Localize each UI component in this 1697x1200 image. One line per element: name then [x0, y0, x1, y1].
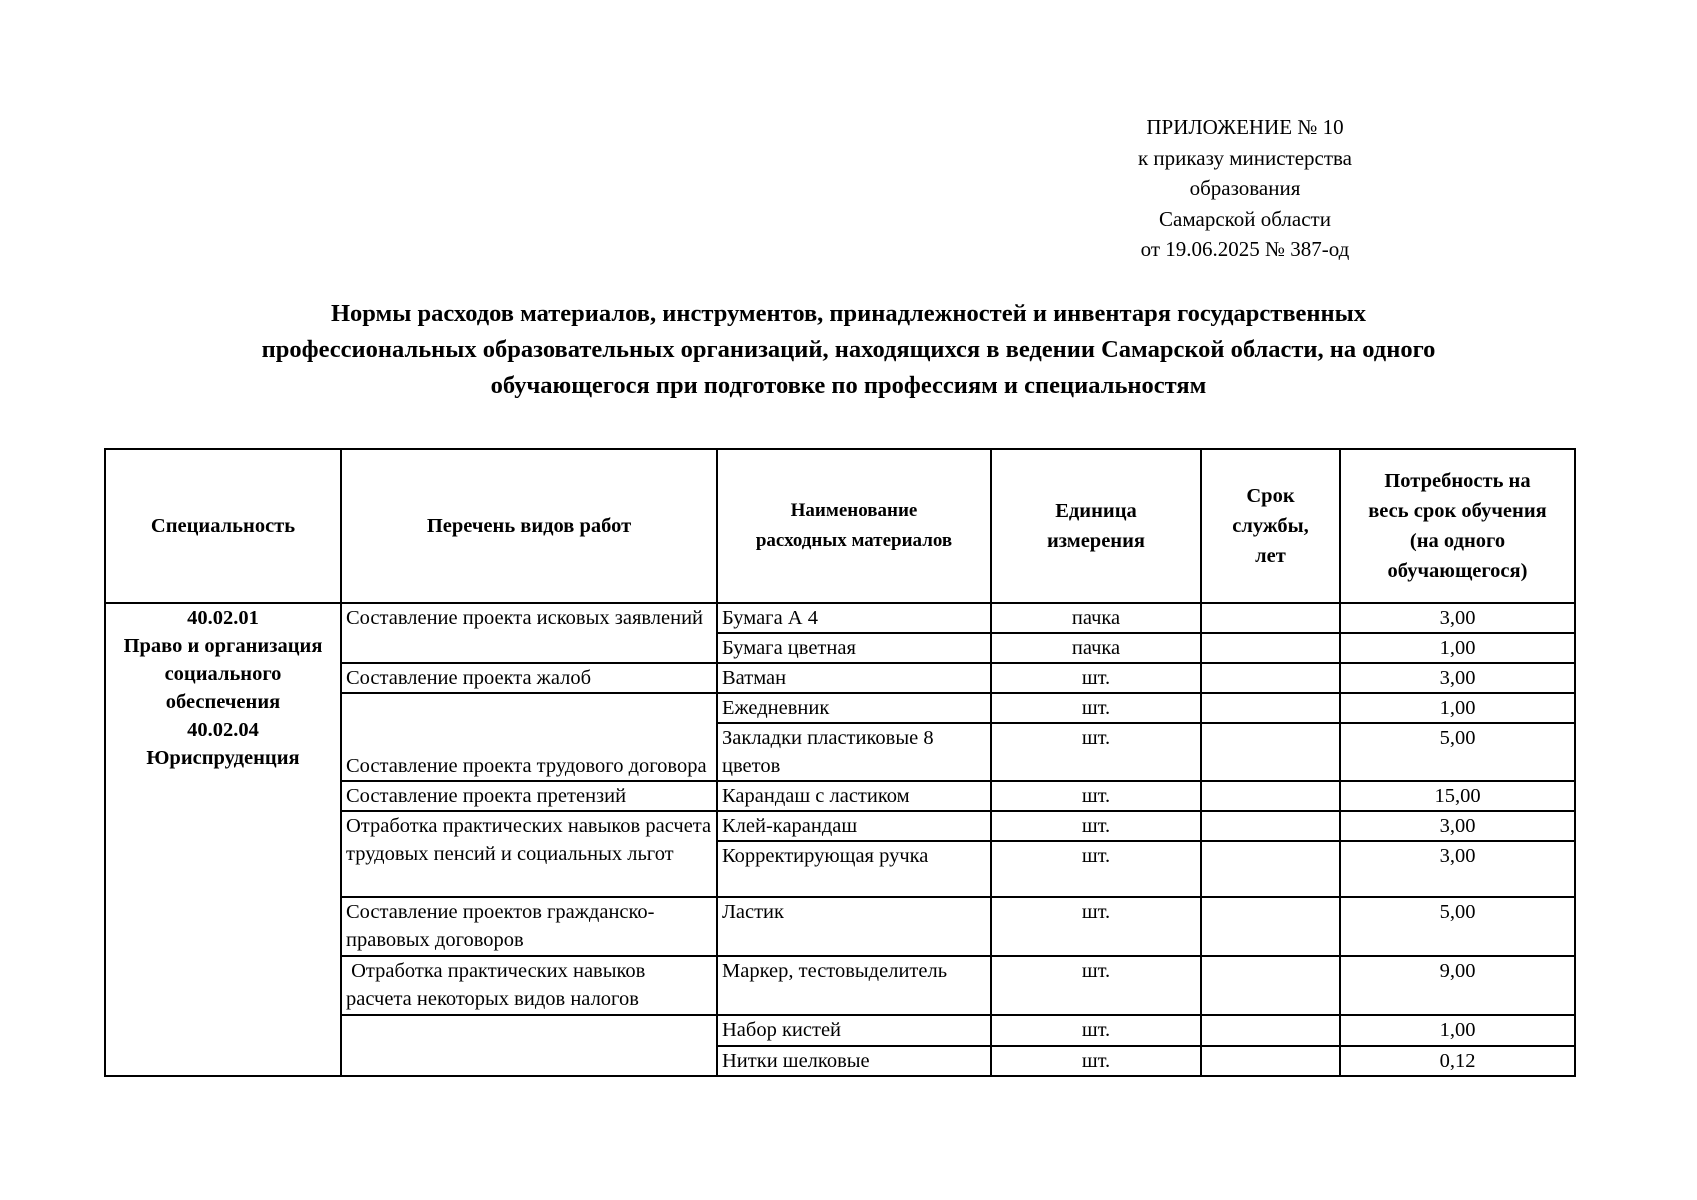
table-row	[105, 603, 1575, 633]
specialty-line: Право и организация	[123, 635, 323, 657]
need-cell: 5,00	[1340, 897, 1575, 956]
header-materials-line: расходных материалов	[755, 530, 953, 551]
material-cell: Ежедневник	[717, 693, 991, 723]
material-cell: Маркер, тестовыделитель	[717, 956, 991, 1015]
title-line: обучающегося при подготовке по профессиям и специальностям	[490, 372, 1207, 399]
unit-cell: шт.	[991, 723, 1201, 781]
title-line: Нормы расходов материалов, инструментов, принадлежностей и инвентаря государственных	[330, 300, 1367, 327]
appendix-line: от 19.06.2025 № 387-од	[1140, 237, 1350, 261]
unit-cell: шт.	[991, 781, 1201, 811]
header-need	[1340, 449, 1575, 603]
service-life-cell	[1201, 603, 1340, 633]
specialty-line: обеспечения	[165, 691, 281, 713]
header-unit-line: Единица	[1055, 500, 1137, 522]
service-life-cell	[1201, 723, 1340, 781]
header-need-line: (на одного	[1409, 530, 1506, 552]
header-unit-line: измерения	[1046, 530, 1146, 552]
header-need-line: обучающегося)	[1387, 560, 1528, 582]
unit-cell: шт.	[991, 956, 1201, 1015]
service-life-cell	[1201, 693, 1340, 723]
material-cell: Ватман	[717, 663, 991, 693]
material-cell: Бумага цветная	[717, 633, 991, 663]
need-cell: 1,00	[1340, 1015, 1575, 1046]
material-cell: Корректирующая ручка	[717, 841, 991, 897]
specialty-line: 40.02.04	[187, 719, 259, 741]
header-materials	[717, 449, 991, 603]
need-cell: 0,12	[1340, 1046, 1575, 1076]
header-need-line: весь срок обучения	[1368, 500, 1547, 522]
unit-cell: шт.	[991, 1046, 1201, 1076]
service-life-cell	[1201, 633, 1340, 663]
appendix-line: к приказу министерства	[1137, 145, 1353, 170]
service-life-cell	[1201, 841, 1340, 897]
unit-cell: шт.	[991, 841, 1201, 897]
need-cell: 9,00	[1340, 956, 1575, 1015]
material-cell: Бумага А 4	[717, 603, 991, 633]
header-life-line: Срок	[1246, 485, 1295, 507]
work-cell: Составление проекта трудового договора	[341, 693, 717, 781]
material-cell: Набор кистей	[717, 1015, 991, 1046]
appendix-line: образования	[1189, 176, 1301, 200]
need-cell: 3,00	[1340, 603, 1575, 633]
header-service-life	[1201, 449, 1340, 603]
unit-cell: шт.	[991, 663, 1201, 693]
service-life-cell	[1201, 663, 1340, 693]
work-cell-empty	[341, 1015, 717, 1076]
need-cell: 3,00	[1340, 841, 1575, 897]
specialty-line: 40.02.01	[187, 607, 259, 629]
specialty-line: социального	[164, 663, 282, 685]
need-cell: 1,00	[1340, 633, 1575, 663]
title-line: профессиональных образовательных организаций, находящихся в ведении Самарской области, на одного	[261, 336, 1436, 363]
unit-cell: пачка	[991, 603, 1201, 633]
need-cell: 15,00	[1340, 781, 1575, 811]
work-cell: Составление проектов гражданско-правовых договоров	[341, 897, 717, 956]
material-cell: Ластик	[717, 897, 991, 956]
need-cell: 5,00	[1340, 723, 1575, 781]
service-life-cell	[1201, 897, 1340, 956]
header-life-line: службы,	[1232, 515, 1309, 537]
appendix-line: ПРИЛОЖЕНИЕ № 10	[1146, 115, 1344, 139]
header-unit	[991, 449, 1201, 603]
norms-table	[104, 448, 1576, 1077]
work-cell: Составление проекта претензий	[341, 781, 717, 811]
unit-cell: пачка	[991, 633, 1201, 663]
header-works: Перечень видов работ	[341, 449, 717, 603]
material-cell: Закладки пластиковые 8 цветов	[717, 723, 991, 781]
header-row	[105, 449, 1575, 603]
need-cell: 1,00	[1340, 693, 1575, 723]
work-cell: Составление проекта исковых заявлений	[341, 603, 717, 663]
unit-cell: шт.	[991, 811, 1201, 841]
appendix-block	[1080, 112, 1410, 265]
work-cell: Отработка практических навыков расчета некоторых видов налогов	[341, 956, 717, 1015]
material-cell: Нитки шелковые	[717, 1046, 991, 1076]
service-life-cell	[1201, 1015, 1340, 1046]
specialty-cell	[105, 603, 341, 1076]
header-need-line: Потребность на	[1384, 470, 1531, 492]
material-cell: Клей-карандаш	[717, 811, 991, 841]
service-life-cell	[1201, 1046, 1340, 1076]
material-cell: Карандаш с ластиком	[717, 781, 991, 811]
service-life-cell	[1201, 956, 1340, 1015]
unit-cell: шт.	[991, 897, 1201, 956]
header-specialty: Специальность	[105, 449, 341, 603]
document-title	[110, 296, 1587, 404]
work-cell: Отработка практических навыков расчета трудовых пенсий и социальных льгот	[341, 811, 717, 897]
unit-cell: шт.	[991, 1015, 1201, 1046]
need-cell: 3,00	[1340, 663, 1575, 693]
work-cell: Составление проекта жалоб	[341, 663, 717, 693]
header-materials-line: Наименование	[790, 500, 918, 521]
header-life-line: лет	[1255, 545, 1286, 567]
need-cell: 3,00	[1340, 811, 1575, 841]
unit-cell: шт.	[991, 693, 1201, 723]
appendix-line: Самарской области	[1159, 206, 1331, 231]
specialty-line: Юриспруденция	[146, 747, 300, 769]
service-life-cell	[1201, 781, 1340, 811]
service-life-cell	[1201, 811, 1340, 841]
